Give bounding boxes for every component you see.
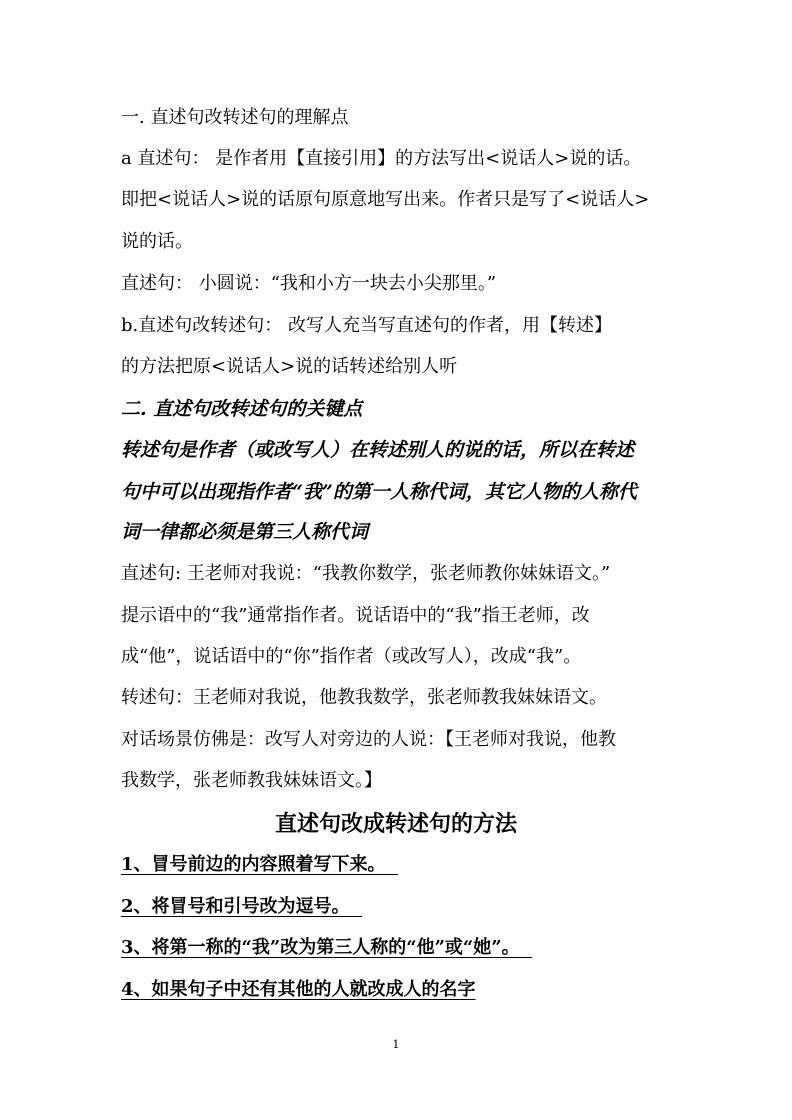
section2-body-line-3: 成“他”，说话语中的“你”指作者（或改写人），改成“我”。 <box>121 646 582 667</box>
section2-body-line-6: 我数学，张老师教我妹妹语文。】 <box>121 770 382 791</box>
section1-b-line-1: b.直述句改转述句： 改写人充当写直述句的作者，用【转述】 <box>121 315 612 336</box>
section2-body-line-4: 转述句：王老师对我说，他教我数学，张老师教我妹妹语文。 <box>121 687 607 708</box>
section2-body-line-1: 直述句: 王老师对我说：“我教你数学，张老师教你妹妹语文。” <box>121 563 611 584</box>
method-step-3: 3、将第一称的“我”改为第三人称的“他”或“她”。 <box>121 937 533 958</box>
method-title: 直述句改成转述句的方法 <box>274 811 517 837</box>
section1-a-line-3: 说的话。 <box>121 231 193 252</box>
method-step-4: 4、如果句子中还有其他的人就改成人的名字 <box>121 979 476 1000</box>
page-number: 1 <box>392 1038 400 1051</box>
section1-example: 直述句： 小圆说：“我和小方一块去小尖那里。” <box>121 273 497 294</box>
section1-a-line-1: a 直述句： 是作者用【直接引用】的方法写出<说话人>说的话。 <box>121 148 642 169</box>
section2-key-line-1: 转述句是作者（或改写人）在转述别人的说的话，所以在转述 <box>121 439 635 461</box>
section1-b-line-2: 的方法把原<说话人>说的话转述给别人听 <box>121 356 458 377</box>
section2-key-line-2: 句中可以出现指作者“我”的第一人称代词，其它人物的人称代 <box>121 481 637 503</box>
method-step-1: 1、冒号前边的内容照着写下来。 <box>121 854 399 875</box>
section1-heading: 一. 直述句改转述句的理解点 <box>121 107 349 128</box>
section2-body-line-5: 对话场景仿佛是：改写人对旁边的人说：【王老师对我说，他教 <box>121 729 616 750</box>
section2-body-line-2: 提示语中的“我”通常指作者。说话语中的“我”指王老师，改 <box>121 605 590 626</box>
method-step-2: 2、将冒号和引号改为逗号。 <box>121 896 363 917</box>
section2-key-line-3: 词一律都必须是第三人称代词 <box>121 521 369 543</box>
section1-a-line-2: 即把<说话人>说的话原句原意地写出来。作者只是写了<说话人> <box>121 189 650 210</box>
section2-heading: 二. 直述句改转述句的关键点 <box>121 398 363 420</box>
